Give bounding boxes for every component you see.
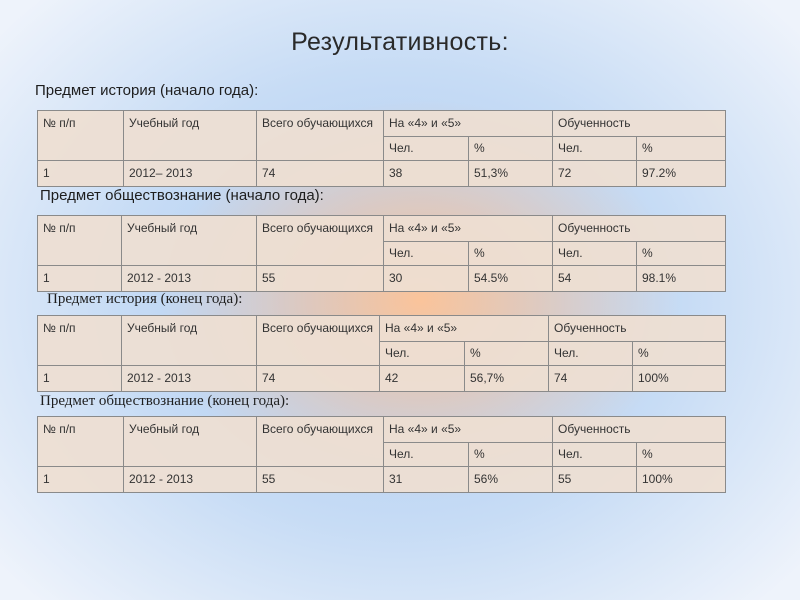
header-year: Учебный год — [122, 216, 257, 266]
header-num: № п/п — [38, 417, 124, 467]
header-year: Учебный год — [124, 111, 257, 161]
cell-learned-percent: 100% — [637, 467, 726, 493]
results-table-social-start — [37, 215, 726, 292]
cell-year: 2012 - 2013 — [122, 366, 257, 392]
header-num: № п/п — [38, 111, 124, 161]
cell-learned-people: 72 — [553, 161, 637, 187]
cell-good-percent: 51,3% — [469, 161, 553, 187]
cell-total: 55 — [257, 266, 384, 292]
header-good: На «4» и «5» — [384, 111, 553, 137]
cell-learned-percent: 97.2% — [637, 161, 726, 187]
header-learned: Обученность — [553, 417, 726, 443]
results-table-social-end — [37, 416, 726, 493]
header-good-percent: % — [469, 137, 553, 161]
cell-good-percent: 54.5% — [469, 266, 553, 292]
header-learned-percent: % — [637, 443, 726, 467]
header-good: На «4» и «5» — [384, 417, 553, 443]
cell-total: 55 — [257, 467, 384, 493]
header-good-percent: % — [465, 342, 549, 366]
section-heading-history-end: Предмет история (конец года): — [47, 291, 243, 307]
header-num: № п/п — [38, 316, 122, 366]
header-total: Всего обучающихся — [257, 316, 380, 366]
header-learned: Обученность — [549, 316, 726, 342]
cell-learned-people: 74 — [549, 366, 633, 392]
header-learned-percent: % — [637, 137, 726, 161]
cell-good-percent: 56,7% — [465, 366, 549, 392]
cell-total: 74 — [257, 161, 384, 187]
header-learned-percent: % — [633, 342, 726, 366]
header-learned-people: Чел. — [553, 137, 637, 161]
header-total: Всего обучающихся — [257, 111, 384, 161]
cell-learned-people: 54 — [553, 266, 637, 292]
cell-learned-people: 55 — [553, 467, 637, 493]
cell-learned-percent: 98.1% — [637, 266, 726, 292]
cell-good-people: 31 — [384, 467, 469, 493]
cell-num: 1 — [38, 161, 124, 187]
header-good: На «4» и «5» — [384, 216, 553, 242]
header-learned-percent: % — [637, 242, 726, 266]
cell-num: 1 — [38, 366, 122, 392]
section-heading-social-start: Предмет обществознание (начало года): — [40, 187, 324, 204]
header-total: Всего обучающихся — [257, 216, 384, 266]
header-good-people: Чел. — [384, 443, 469, 467]
table-row — [38, 467, 726, 493]
section-heading-social-end: Предмет обществознание (конец года): — [40, 393, 290, 409]
cell-year: 2012– 2013 — [124, 161, 257, 187]
header-num: № п/п — [38, 216, 122, 266]
header-good-percent: % — [469, 443, 553, 467]
cell-num: 1 — [38, 266, 122, 292]
cell-total: 74 — [257, 366, 380, 392]
cell-year: 2012 - 2013 — [122, 266, 257, 292]
header-good: На «4» и «5» — [380, 316, 549, 342]
cell-good-percent: 56% — [469, 467, 553, 493]
header-learned: Обученность — [553, 111, 726, 137]
section-heading-history-start: Предмет история (начало года): — [35, 82, 259, 99]
cell-good-people: 42 — [380, 366, 465, 392]
table-row — [38, 266, 726, 292]
header-year: Учебный год — [122, 316, 257, 366]
header-learned-people: Чел. — [553, 443, 637, 467]
cell-good-people: 38 — [384, 161, 469, 187]
header-total: Всего обучающихся — [257, 417, 384, 467]
slide-title: Результативность: — [291, 28, 509, 56]
results-table-history-end — [37, 315, 726, 392]
cell-num: 1 — [38, 467, 124, 493]
cell-year: 2012 - 2013 — [124, 467, 257, 493]
results-table-history-start — [37, 110, 726, 187]
cell-good-people: 30 — [384, 266, 469, 292]
header-good-people: Чел. — [380, 342, 465, 366]
header-learned-people: Чел. — [549, 342, 633, 366]
cell-learned-percent: 100% — [633, 366, 726, 392]
header-year: Учебный год — [124, 417, 257, 467]
header-learned: Обученность — [553, 216, 726, 242]
header-good-people: Чел. — [384, 137, 469, 161]
table-row — [38, 161, 726, 187]
header-good-people: Чел. — [384, 242, 469, 266]
header-good-percent: % — [469, 242, 553, 266]
table-row — [38, 366, 726, 392]
header-learned-people: Чел. — [553, 242, 637, 266]
